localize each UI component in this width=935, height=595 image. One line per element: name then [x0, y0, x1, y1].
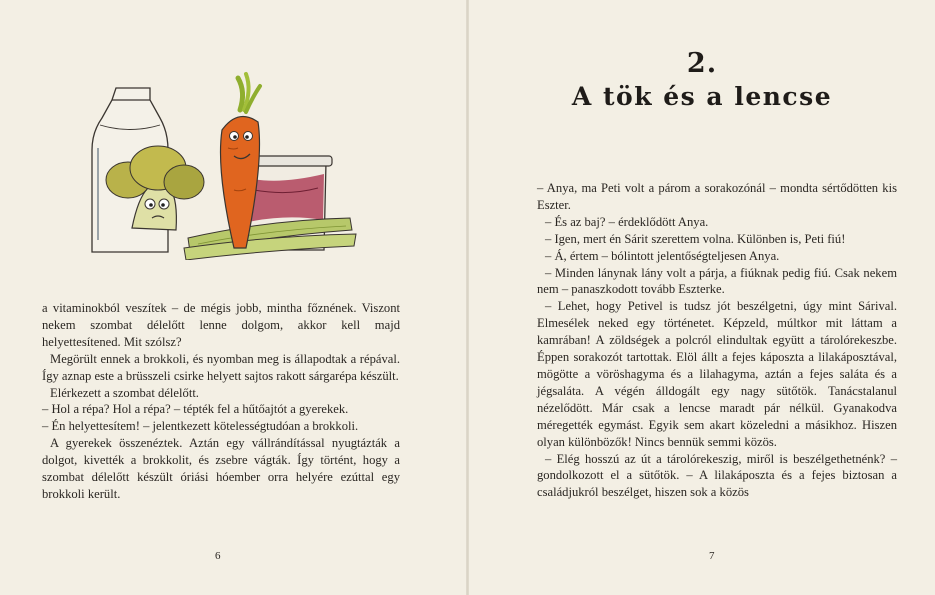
chapter-title: A tök és a lencse — [571, 82, 833, 111]
vegetables-illustration — [88, 70, 383, 260]
paragraph: Elérkezett a szombat délelőtt. — [50, 385, 199, 400]
paragraph: – Elég hosszú az út a tárolórekeszig, miről is beszélgethetnénk? – gondolkozott el a sütőtök. – A lilakáposzta és a fejes biztosan a családjukról beszélget, hiszen sok a közös — [537, 451, 897, 500]
paragraph: – És az baj? – érdeklődött Anya. — [545, 214, 709, 229]
paragraph: – Á, értem – bólintott jelentőségteljesen Anya. — [545, 248, 780, 263]
paragraph: – Hol a répa? Hol a répa? – tépték fel a hűtőajtót a gyerekek. — [42, 402, 349, 417]
paragraph: a vitaminokból veszítek – de mégis jobb, mintha főznének. Viszont nekem szombat délelőtt lenne dolgom, akkor kell majd helyettesítened. Mit szólsz? — [42, 301, 400, 349]
chapter-number: 2. — [686, 48, 718, 79]
paragraph: – Anya, ma Peti volt a párom a sorakozónál – mondta sértődötten kis Eszter. — [537, 181, 897, 212]
paragraph: – Én helyettesítem! – jelentkezett kötelességtudóan a brokkoli. — [42, 419, 359, 434]
celery-icon — [184, 218, 356, 260]
left-page-text — [42, 300, 400, 503]
paragraph: – Lehet, hogy Petivel is tudsz jót beszélgetni, úgy mint Sárival. Elmesélek neked egy történetet. Képzeld, múltkor mit láttam a kamrában! A zöldségek a polcról elindultak együtt a tárolórekeszbe. Éppen sorakozót tartottak. Elöl állt a fejes káposzta a lilakáposztával, mögötte a vöröshagyma és a lilahagyma, aztán a fejes saláta és a jégsaláta. A végén álldogált egy nagy sütőtök. Tanácstalanul nézelődött. Már csak a lencse maradt pár nélkül. Gyanakodva méregették egymást. Egyik sem akart közeledni a másikhoz. Hiszen olyan különbözők! Nincs bennük semmi közös. — [537, 299, 897, 449]
paragraph: – Minden lánynak lány volt a párja, a fiúknak pedig fiú. Csak nekem nem – panaszkodott tovább Eszterke. — [537, 265, 897, 297]
right-page-text — [537, 180, 897, 501]
right-page — [469, 0, 935, 595]
page-number: 7 — [709, 550, 715, 562]
paragraph: – Igen, mert én Sárit szerettem volna. Különben is, Peti fiú! — [545, 231, 846, 246]
paragraph: Megörült ennek a brokkoli, és nyomban meg is állapodtak a répával. Így aznap este a brüsszeli csirke helyett sajtos rakott sárgarépa készült. — [42, 351, 400, 383]
paragraph: A gyerekek összenéztek. Aztán egy vállrándítással nyugtázták a dolgot, kivették a brokkolit, és zsebre vágták. Így történt, hogy a szombat délelőtt készült óriási hóember orra helyére ezúttal egy brokkoli került. — [42, 436, 400, 501]
page-number: 6 — [215, 550, 221, 562]
left-page — [0, 0, 466, 595]
